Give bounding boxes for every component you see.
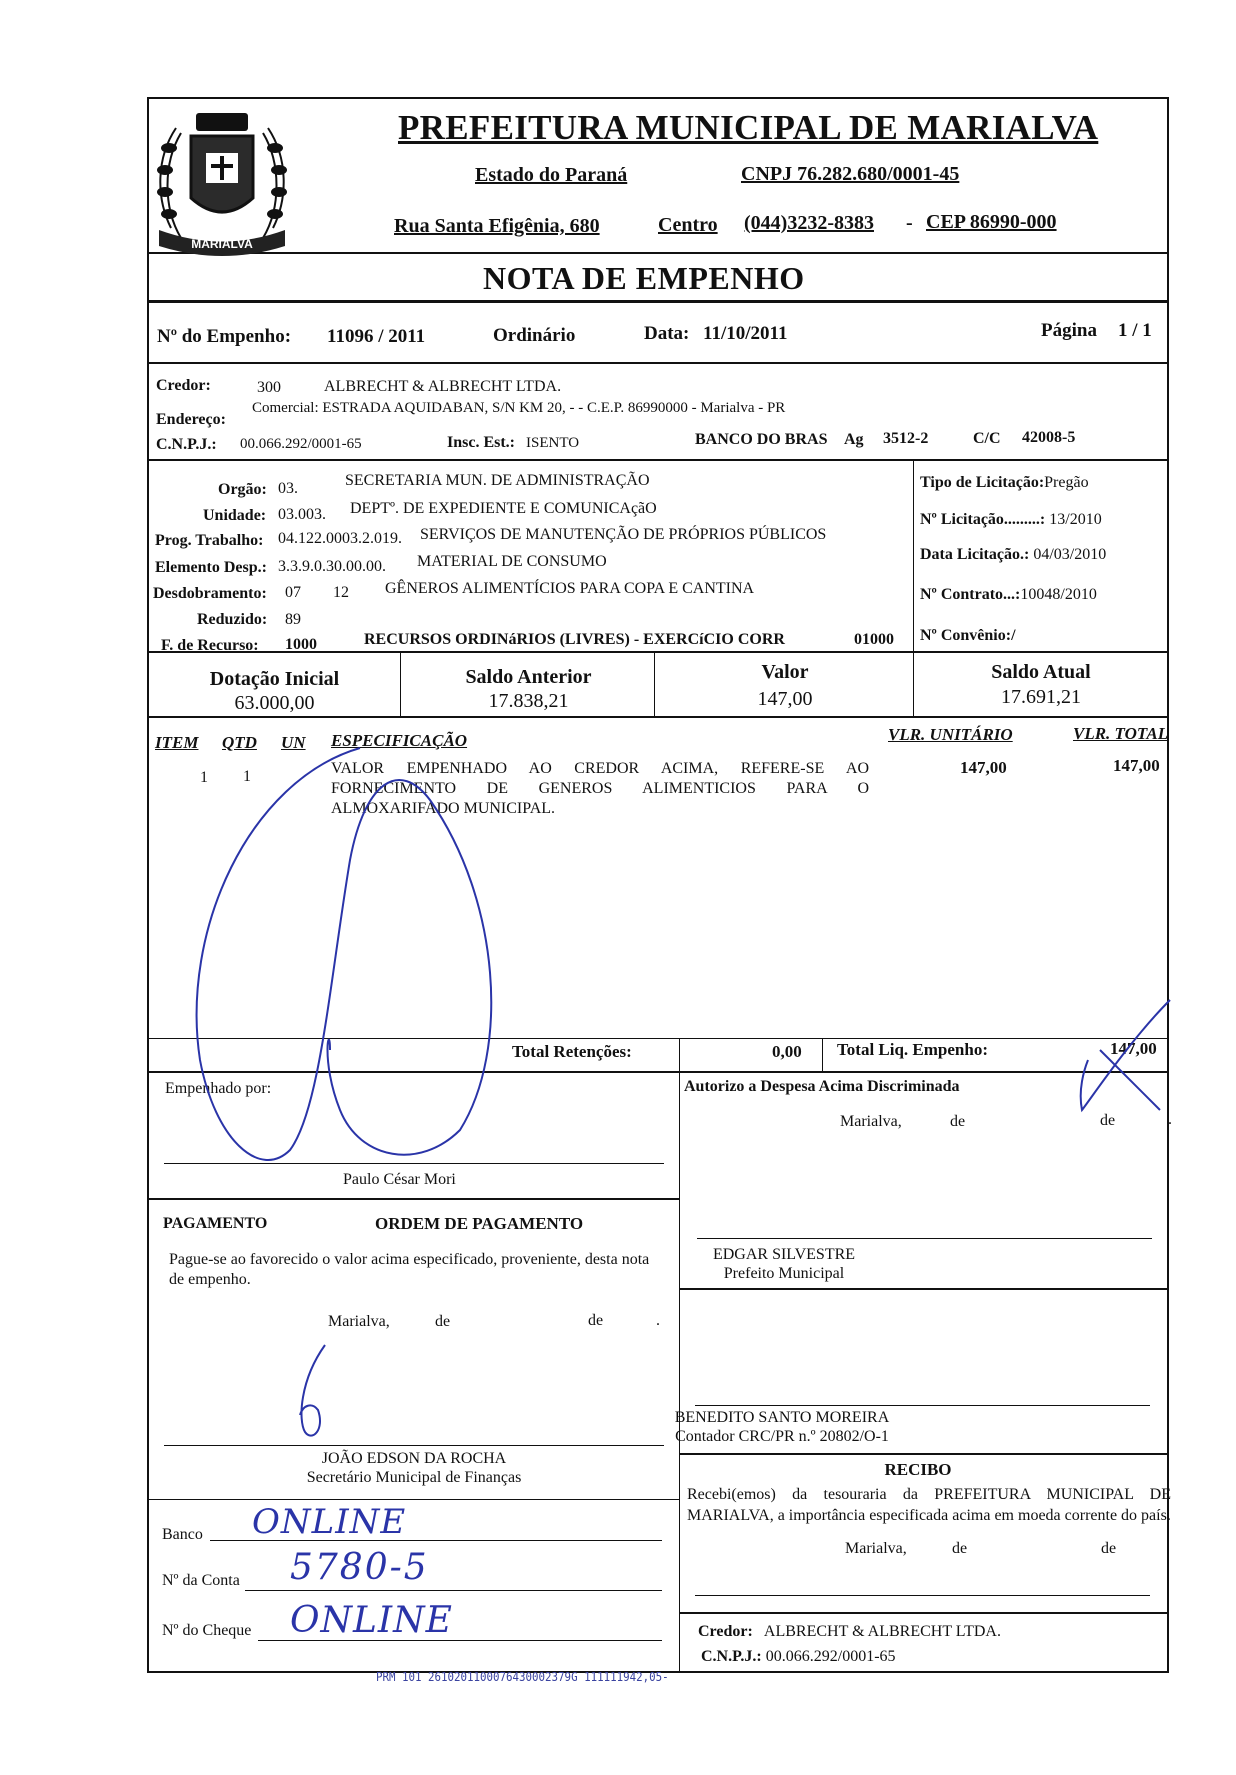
credor-bank: BANCO DO BRAS	[695, 431, 828, 448]
empenho-date: 11/10/2011	[703, 323, 788, 344]
col-vlr-unitario: VLR. UNITÁRIO	[888, 725, 1013, 744]
item-description	[331, 759, 869, 819]
credor-code: 300	[257, 379, 281, 396]
credor-cnpj-label: C.N.P.J.:	[156, 436, 217, 453]
numero-contrato-label: Nº Contrato...:	[920, 586, 1021, 603]
convenio-label: Nº Convênio:/	[920, 627, 1016, 644]
empenhado-por-label: Empenhado por:	[165, 1080, 272, 1097]
item-number: 1	[200, 769, 208, 786]
header-phone: (044)3232-8383	[744, 212, 874, 234]
numero-contrato	[920, 586, 1097, 604]
credor-cnpj: 00.066.292/0001-65	[240, 436, 362, 452]
credor-name: ALBRECHT & ALBRECHT LTDA.	[324, 378, 562, 395]
retencoes-value: 0,00	[772, 1042, 802, 1061]
left-city: Marialva,	[328, 1313, 390, 1330]
left-de-2: de	[588, 1312, 604, 1329]
secretary-role: Secretário Municipal de Finanças	[306, 1469, 522, 1486]
right-de-1: de	[950, 1113, 966, 1130]
saldo-atual-label: Saldo Atual	[991, 661, 1091, 683]
recibo-city: Marialva,	[845, 1540, 907, 1557]
tipo-licitacao-value: Pregão	[1044, 474, 1089, 491]
fonte-recurso-label: F. de Recurso:	[161, 637, 259, 654]
credor-address: Comercial: ESTRADA AQUIDABAN, S/N KM 20, - - C.E.P. 86990000 - Marialva - PR	[252, 400, 786, 416]
handwritten-conta: 5780-5	[290, 1547, 429, 1588]
empenho-number: 11096 / 2011	[327, 326, 426, 347]
unidade-name: DEPTº. DE EXPEDIENTE E COMUNICAçãO	[350, 500, 657, 517]
credor-label: Credor:	[156, 377, 211, 394]
header-separator: -	[906, 212, 913, 234]
prog-trabalho-name: SERVIÇOS DE MANUTENÇÃO DE PRÓPRIOS PÚBLICOS	[420, 526, 827, 543]
recibo-text: Recebi(emos) da tesouraria da PREFEITURA MUNICIPAL DE MARIALVA, a importância especificada acima em moeda corrente do país.	[687, 1486, 1171, 1524]
recibo-credor	[698, 1623, 1001, 1641]
elemento-code: 3.3.9.0.30.00.00.	[278, 558, 386, 575]
handwritten-cheque: ONLINE	[290, 1600, 453, 1641]
footer-code: PRM 101 2610201100076430002379G 111111942,05-	[376, 1670, 669, 1684]
item-description-line-3: ALMOXARIFADO MUNICIPAL.	[331, 800, 556, 817]
orgao-label: Orgão:	[218, 481, 267, 498]
item-unit-value: 147,00	[960, 758, 1007, 777]
fonte-recurso-name: RECURSOS ORDINáRIOS (LIVRES) - EXERCíCIO CORR	[364, 631, 785, 648]
col-vlr-total: VLR. TOTAL	[1073, 724, 1169, 743]
dotacao-label: Dotação Inicial	[209, 668, 340, 690]
state-name: Estado do Paraná	[475, 164, 628, 186]
prog-trabalho-label: Prog. Trabalho:	[155, 532, 264, 549]
right-de-2: de	[1100, 1112, 1116, 1129]
fonte-recurso-number: 01000	[854, 631, 894, 648]
insc-est: ISENTO	[526, 435, 580, 451]
fonte-recurso-code: 1000	[285, 636, 317, 653]
prog-trabalho-code: 04.122.0003.2.019.	[278, 530, 402, 547]
saldo-anterior-label: Saldo Anterior	[465, 666, 592, 688]
retencoes-label: Total Retenções:	[512, 1042, 632, 1061]
empenho-type: Ordinário	[493, 325, 576, 346]
numero-licitacao	[920, 511, 1102, 529]
col-un: UN	[281, 733, 306, 752]
recibo-credor-label: Credor:	[698, 1623, 753, 1640]
orgao-name: SECRETARIA MUN. DE ADMINISTRAÇÃO	[345, 472, 650, 489]
right-dot: .	[1168, 1111, 1172, 1128]
recibo-title: RECIBO	[884, 1460, 952, 1479]
item-description-line-2: FORNECIMENTO DE GENEROS ALIMENTICIOS PARA O	[331, 780, 869, 797]
desdobramento-label: Desdobramento:	[153, 585, 267, 602]
right-city: Marialva,	[840, 1113, 902, 1130]
pagamento-label: PAGAMENTO	[163, 1215, 268, 1232]
left-dot: .	[656, 1312, 660, 1329]
saldo-anterior-value: 17.838,21	[488, 690, 569, 712]
reduzido-label: Reduzido:	[197, 611, 268, 628]
recibo-cnpj-label: C.N.P.J.:	[701, 1648, 762, 1665]
numero-licitacao-label: Nº Licitação.........:	[920, 511, 1046, 528]
tipo-licitacao	[920, 474, 1089, 492]
empenho-number-label: Nº do Empenho:	[157, 326, 292, 347]
agency-label: Ag	[844, 431, 864, 448]
orgao-code: 03.	[278, 480, 298, 497]
unidade-label: Unidade:	[203, 507, 267, 524]
ordem-pagamento-label: ORDEM DE PAGAMENTO	[375, 1214, 584, 1233]
desdobramento-name: GÊNEROS ALIMENTÍCIOS PARA COPA E CANTINA	[385, 580, 755, 597]
left-de-1: de	[435, 1313, 451, 1330]
valor-label: Valor	[761, 661, 809, 683]
conta-label: Nº da Conta	[162, 1572, 240, 1589]
col-especificacao: ESPECIFICAÇÃO	[331, 731, 468, 750]
autorizo-label: Autorizo a Despesa Acima Discriminada	[684, 1078, 960, 1095]
item-total-value: 147,00	[1113, 756, 1160, 775]
data-licitacao	[920, 546, 1106, 564]
tipo-licitacao-label: Tipo de Licitação:	[920, 474, 1045, 491]
recibo-cnpj	[701, 1648, 896, 1666]
secretary-name: JOÃO EDSON DA ROCHA	[321, 1450, 507, 1467]
item-qty: 1	[243, 768, 251, 785]
empenhado-por-name: Paulo César Mori	[343, 1171, 456, 1188]
liquido-value: 147,00	[1110, 1039, 1157, 1058]
page-label: Página	[1041, 320, 1097, 341]
unidade-code: 03.003.	[278, 506, 326, 523]
numero-licitacao-value: 13/2010	[1049, 511, 1102, 528]
contador-name: BENEDITO SANTO MOREIRA	[674, 1409, 890, 1426]
liquido-label: Total Liq. Empenho:	[837, 1040, 988, 1059]
desdobramento-code-1: 07	[285, 584, 301, 601]
col-qtd: QTD	[222, 733, 257, 752]
banco-label: Banco	[162, 1526, 203, 1543]
page-number: 1 / 1	[1118, 320, 1152, 341]
prefeito-name: EDGAR SILVESTRE	[712, 1246, 856, 1263]
dotacao-value: 63.000,00	[234, 692, 315, 714]
empenho-date-label: Data:	[644, 323, 690, 344]
agency-number: 3512-2	[883, 430, 929, 447]
elemento-name: MATERIAL DE CONSUMO	[417, 553, 607, 570]
saldo-atual-value: 17.691,21	[1001, 686, 1081, 708]
recibo-de-1: de	[952, 1540, 968, 1557]
recibo-credor-name: ALBRECHT & ALBRECHT LTDA.	[763, 1623, 1001, 1640]
insc-est-label: Insc. Est.:	[447, 434, 516, 451]
municipal-seal	[151, 108, 293, 260]
data-licitacao-value: 04/03/2010	[1033, 546, 1107, 563]
desdobramento-code-2: 12	[333, 584, 349, 601]
seal-banner-text: MARIALVA	[191, 237, 253, 251]
header-cep: CEP 86990-000	[926, 211, 1057, 233]
cheque-label: Nº do Cheque	[162, 1622, 252, 1639]
col-item: ITEM	[155, 733, 199, 752]
account-number: 42008-5	[1022, 429, 1076, 446]
handwritten-banco: ONLINE	[252, 1502, 407, 1542]
elemento-label: Elemento Desp.:	[155, 559, 267, 576]
item-description-line-1: VALOR EMPENHADO AO CREDOR ACIMA, REFERE-SE AO	[331, 760, 869, 777]
pague-se-text: Pague-se ao favorecido o valor acima especificado, proveniente, desta nota de empenho.	[169, 1251, 650, 1288]
valor-value: 147,00	[757, 688, 813, 710]
account-label: C/C	[973, 430, 1001, 447]
prefeito-role: Prefeito Municipal	[723, 1265, 845, 1282]
recibo-de-2: de	[1101, 1540, 1117, 1557]
data-licitacao-label: Data Licitação.:	[920, 546, 1030, 563]
recibo-cnpj-value: 00.066.292/0001-65	[765, 1648, 896, 1665]
contador-role: Contador CRC/PR n.º 20802/O-1	[675, 1428, 889, 1445]
municipality-title: PREFEITURA MUNICIPAL DE MARIALVA	[398, 108, 1099, 147]
header-district: Centro	[658, 214, 718, 236]
address-label: Endereço:	[156, 411, 226, 428]
numero-contrato-value: 10048/2010	[1020, 586, 1097, 603]
reduzido-value: 89	[285, 611, 301, 628]
header-cnpj: CNPJ 76.282.680/0001-45	[741, 163, 960, 185]
document-title: NOTA DE EMPENHO	[483, 260, 805, 296]
header-address: Rua Santa Efigênia, 680	[394, 215, 600, 237]
